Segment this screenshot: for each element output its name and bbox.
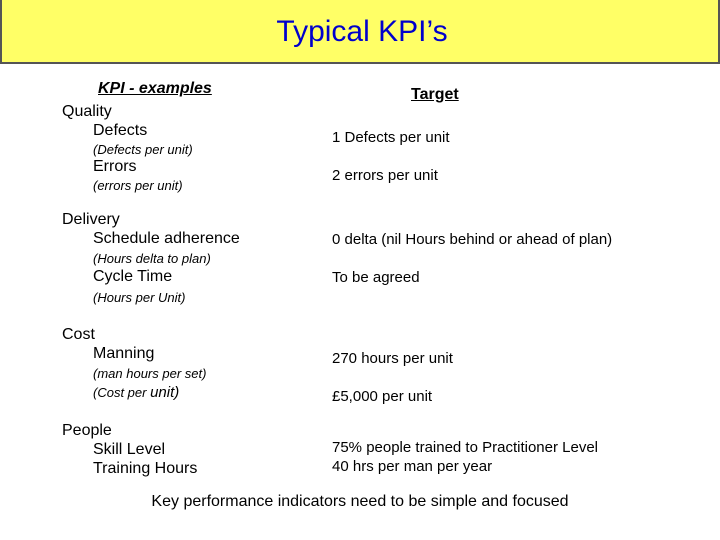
kpi-defects-unit: (Defects per unit) (93, 142, 193, 157)
kpi-cost-unit-prefix: (Cost per (93, 385, 151, 400)
target-cycle-time: To be agreed (332, 269, 420, 286)
kpi-schedule-unit: (Hours delta to plan) (93, 251, 211, 266)
target-header: Target (411, 86, 459, 103)
kpi-manning: Manning (93, 345, 155, 362)
kpi-cycle-unit: (Hours per Unit) (93, 290, 186, 305)
target-training-hours: 40 hrs per man per year (332, 458, 493, 475)
category-quality: Quality (62, 103, 112, 120)
kpi-cost-unit-word: unit) (150, 384, 180, 401)
target-skill-level: 75% people trained to Practitioner Level (332, 439, 599, 456)
kpi-schedule-adherence: Schedule adherence (93, 230, 240, 247)
target-cost: £5,000 per unit (332, 388, 433, 405)
kpi-manning-unit: (man hours per set) (93, 366, 207, 381)
target-errors: 2 errors per unit (332, 167, 438, 184)
footer-note: Key performance indicators need to be simple and focused (151, 493, 569, 510)
category-people: People (62, 422, 112, 439)
kpi-errors-unit: (errors per unit) (93, 178, 183, 193)
target-schedule-adherence: 0 delta (nil Hours behind or ahead of plan) (332, 231, 613, 248)
kpi-examples-header: KPI - examples (98, 80, 212, 97)
kpi-defects: Defects (93, 122, 148, 139)
kpi-cost-unit (93, 384, 179, 401)
kpi-training-hours: Training Hours (93, 460, 198, 477)
category-cost: Cost (62, 326, 95, 343)
category-delivery: Delivery (62, 211, 120, 228)
title-bar (0, 0, 720, 64)
kpi-errors: Errors (93, 158, 137, 175)
kpi-cycle-time: Cycle Time (93, 268, 173, 285)
kpi-skill-level: Skill Level (93, 441, 166, 458)
slide-title: Typical KPI’s (276, 15, 448, 48)
target-defects: 1 Defects per unit (332, 129, 450, 146)
target-manning: 270 hours per unit (332, 350, 453, 367)
